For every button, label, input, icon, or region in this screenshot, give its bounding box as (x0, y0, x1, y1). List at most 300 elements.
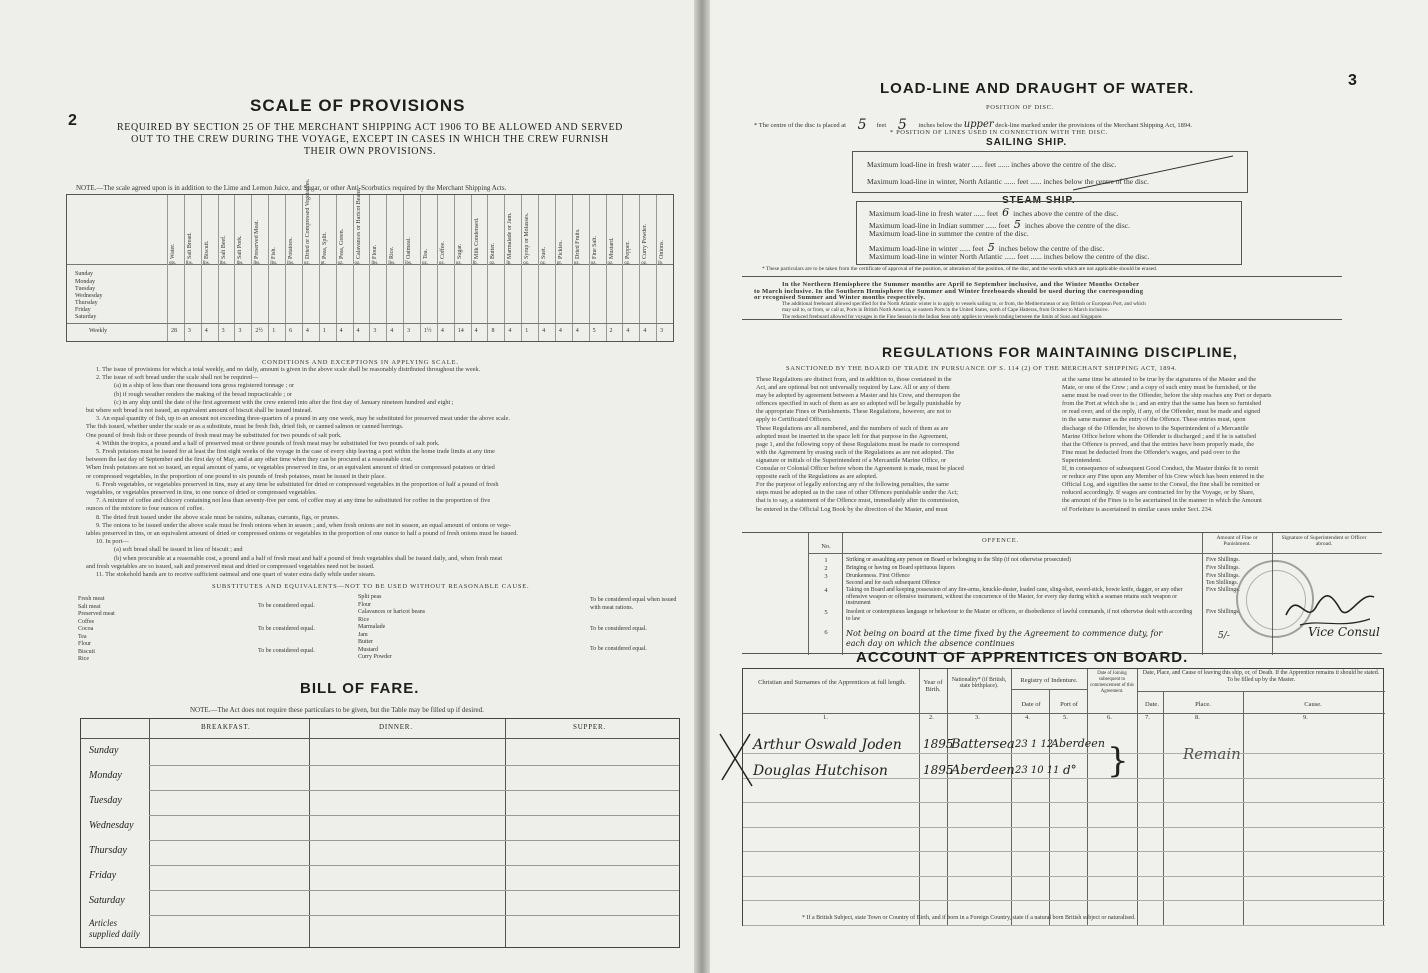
col-number: 7. (1145, 714, 1150, 721)
steam-hand-value: 5 (1013, 217, 1021, 231)
provisions-column-label: Oatmeal. (406, 237, 413, 259)
discipline-line: with the Agreement by erasing such of the Regulations as are not adopted. The (756, 448, 955, 456)
apprentice-2-reg-port: d° (1063, 763, 1077, 777)
bof-row-label: Friday (89, 870, 117, 881)
app-header-year: Year of Birth. (923, 679, 943, 693)
offence-no: 3 (824, 573, 828, 580)
bof-row-line (149, 815, 679, 816)
discipline-title: REGULATIONS FOR MAINTAINING DISCIPLINE, (882, 344, 1238, 360)
bof-row-label: Wednesday (89, 820, 134, 831)
page-number-right: 3 (1348, 72, 1357, 89)
provisions-unit: oz. (438, 261, 445, 266)
provisions-unit: oz. (455, 261, 462, 266)
col-number: 3. (975, 714, 980, 721)
provisions-column-label: Suet. (541, 246, 548, 259)
day-thursday: Thursday (75, 300, 98, 306)
apprentice-row-line (743, 827, 1385, 828)
offence-fine: Five Shillings. (1206, 587, 1240, 593)
app-header-name: Christian and Surnames of the Apprentices at full length. (758, 679, 906, 686)
bof-row-label: Sunday (89, 745, 119, 756)
apprentices-footnote: * If a British Subject, state Town or Country of Birth, and if born in a Foreign Country, state if a natural born British subject or naturalised. (802, 915, 1136, 921)
apprentice-row-line (743, 925, 1385, 926)
col-number: 5. (1063, 714, 1068, 721)
bill-of-fare-title: BILL OF FARE. (300, 680, 420, 697)
condition-line: (a) soft bread shall be issued in lieu of biscuit ; and (114, 546, 243, 554)
condition-line: The fish issued, whether under the scale or as a substitute, must be fresh fish, dried fish, or canned salmon or canned herrings. (86, 423, 404, 431)
discipline-line: Mate, or one of the Crew ; and a copy of such entry must be furnished, or the (1062, 384, 1257, 392)
provisions-weekly-value: 2 (609, 328, 613, 334)
app-header-lv-cause: Cause. (1304, 701, 1322, 708)
substitute-item: Flour (358, 601, 372, 608)
provisions-unit: lbs. (185, 261, 193, 266)
bill-of-fare-note: NOTE.—The Act does not require these particulars to be given, but the Table may be filled up if desired. (190, 706, 484, 714)
discipline-line: Marine Office before whom the Offender is discharged ; and if he is satisfied (1062, 432, 1256, 440)
provisions-column-divider (167, 195, 168, 341)
provisions-unit: oz. (523, 261, 530, 266)
substitute-item: Coffee (78, 618, 95, 625)
margin-cross-mark (716, 730, 756, 790)
apprentice-row-line (743, 876, 1385, 877)
steam-ship-box (856, 201, 1242, 265)
offence-no: 6 (824, 629, 828, 636)
offence-text: Taking on Board and keeping possession of any fire-arms, knuckle-duster, loaded cane, sling-shot, sword-stick, bowie knife, dagger, or any other offensive weapon or offensive instrument, without the concurrence of the Master, for every day during which a seaman retains such weapon or instrument (846, 587, 1183, 607)
provisions-unit: lbs. (388, 261, 396, 266)
bof-row-line (149, 865, 679, 866)
provisions-column-label: Tea. (423, 248, 429, 259)
provisions-unit: lb. (506, 261, 512, 266)
provisions-unit: lbs. (253, 261, 261, 266)
provisions-unit: oz. (641, 261, 648, 266)
provisions-unit: oz. (422, 261, 428, 266)
condition-line: When fresh potatoes are not so issued, an equal amount of yams, or vegetables preserved in tins, or an equivalent amount of dried or compressed potatoes or dried (86, 464, 495, 472)
provisions-weekly-value: 3 (238, 328, 242, 334)
hemisphere-box (742, 276, 1342, 320)
provisions-column-divider (471, 195, 472, 341)
offence-fine: Five Shillings. (1206, 565, 1240, 571)
offence-no: 1 (824, 557, 828, 564)
provisions-column-label: Dried Fruits. (574, 228, 581, 259)
offence-6-handwritten-2: each day on which the absence continues (846, 639, 1015, 648)
condition-line: and fresh vegetables are so issued, salt and preserved meat and dried or compressed vegetables need not be issued. (86, 562, 375, 570)
conditions-heading: CONDITIONS AND EXCEPTIONS IN APPLYING SCALE. (262, 359, 459, 366)
offence-6-fine: 5/- (1218, 631, 1230, 641)
provisions-unit: oz. (489, 261, 496, 266)
col-number: 8. (1195, 714, 1200, 721)
app-divider (1243, 691, 1244, 925)
provisions-column-label: Water. (170, 243, 176, 259)
provisions-column-label: Biscuit. (203, 240, 210, 259)
provisions-unit: lb. (658, 261, 664, 266)
day-wednesday: Wednesday (75, 293, 103, 299)
provisions-column-divider (403, 195, 404, 341)
provisions-column-divider (386, 195, 387, 341)
provisions-weekly-value: 3 (221, 328, 225, 334)
discipline-line: from the Port at which she is ; and an entry that the same has been so furnished (1062, 400, 1262, 408)
provisions-column-divider (504, 195, 505, 341)
provisions-column-label: Pepper. (625, 241, 632, 259)
bof-supper-header: SUPPER. (573, 723, 607, 731)
condition-line: or compressed vegetables, in the proportion of one pound to six pounds of fresh potatoes, must be issued in their place. (86, 472, 386, 480)
bof-row-line (149, 890, 679, 891)
provisions-column-label: Flour. (372, 244, 379, 259)
bof-row-line (149, 765, 679, 766)
provisions-column-label: Peas, Split. (321, 232, 328, 259)
provisions-unit: oz. (354, 261, 361, 266)
condition-line: but where soft bread is not issued, an equivalent amount of biscuit shall be issued instead. (86, 407, 313, 415)
disc-position-line: * The centre of the disc is placed at 5 feet 5 inches below the upper deck-line marked under the provisions of the Merchant Shipping Act, 1894. (754, 117, 1193, 133)
bof-row-line (149, 790, 679, 791)
provisions-weekly-value: 8 (491, 328, 495, 334)
substitute-item: Jam (358, 631, 368, 638)
steam-hand-value: 5 (987, 240, 995, 254)
condition-line: 1. The issue of provisions for which a total weekly, and no daily, amount is given in the above scale shall be reasonably distributed throughout the week. (96, 366, 481, 373)
provisions-column-label: Marmalade or Jam. (507, 212, 514, 259)
provisions-column-label: Syrup or Molasses. (524, 212, 531, 259)
substitute-item: Rice (358, 616, 369, 623)
provisions-weekly-value: 3 (187, 328, 191, 334)
off-divider (1202, 533, 1203, 655)
day-sunday: Sunday (75, 271, 93, 277)
provisions-unit: qts. (169, 261, 177, 266)
steam-line: Maximum load-line in winter ...... feet 5 inches below the centre of the disc. (869, 240, 1105, 254)
equal-label-3: To be considered equal. (258, 648, 315, 654)
substitute-item: Flour (78, 641, 92, 647)
provisions-column-divider (487, 195, 488, 341)
provisions-column-divider (589, 195, 590, 341)
bof-row-label: Saturday (89, 895, 125, 906)
apprentice-1-year: 1895 (923, 737, 954, 751)
offence-fine: Five Shillings. (1206, 573, 1240, 579)
substitute-item: Tea (78, 633, 87, 640)
bof-divider (505, 719, 506, 947)
apprentice-1-nationality: Battersea (951, 737, 1015, 752)
provisions-column-divider (251, 195, 252, 341)
sailing-ship-box (852, 151, 1248, 193)
substitute-item: Calavances or haricot beans (358, 609, 426, 615)
provisions-column-divider (234, 195, 235, 341)
day-monday: Monday (75, 279, 95, 285)
bof-breakfast-header: BREAKFAST. (201, 723, 251, 731)
provisions-column-divider (606, 195, 607, 341)
condition-line: vegetables, or vegetables preserved in tins, to one ounce of dried or compressed vegetables. (86, 489, 317, 497)
offence-fine: Ten Shillings. (1206, 580, 1239, 586)
col-number: 1. (823, 714, 828, 721)
condition-line: 5. Fresh potatoes must be issued for at least the first eight weeks of the voyage in the case of every ship leaving a port within the home trade limits at any time (96, 448, 495, 456)
equal-label-2: To be considered equal. (258, 626, 315, 632)
provisions-unit: oz. (303, 261, 310, 266)
discipline-line: opposite each of the Regulations as are adopted. (756, 473, 878, 481)
discipline-line: in the same manner as the entry of the Offence. These entries must, upon (1062, 416, 1246, 424)
off-header-line (808, 553, 1382, 554)
condition-line: (b) when procurable at a reasonable cost, a pound and a half of fresh meat and half a pound of fresh vegetables shall be issued daily, and, when fresh meat (114, 554, 503, 562)
discipline-line: of Forfeiture is ascertained in similar cases under Sect. 234. (1062, 505, 1213, 513)
provisions-unit: oz. (607, 261, 614, 266)
discipline-line: If, in consequence of subsequent Good Conduct, the Master thinks fit to remit (1062, 465, 1259, 473)
provisions-weekly-value: 4 (305, 328, 309, 334)
brace-mark: } (1107, 741, 1129, 781)
substitute-item: Curry Powder (358, 654, 392, 660)
provisions-column-divider (268, 195, 269, 341)
off-header-offence: OFFENCE. (982, 537, 1019, 544)
right-page (706, 0, 1428, 973)
provisions-column-divider (319, 195, 320, 341)
provisions-unit: oz. (573, 261, 580, 266)
substitute-item: Cocoa (78, 626, 94, 632)
book-spine (694, 0, 710, 973)
provisions-subtitle: REQUIRED BY SECTION 25 OF THE MERCHANT SHIPPING ACT 1906 TO BE ALLOWED AND SERVED OUT TO THE CREW DURING THE VOYAGE, EXCEPT IN CASES IN WHICH THE CREW FURNISH THEIR OWN PROVISIONS. (117, 122, 623, 157)
position-of-disc-heading: POSITION OF DISC. (986, 104, 1054, 111)
apprentice-2-year: 1895 (923, 763, 954, 777)
provisions-unit: pt. (556, 261, 563, 266)
provisions-column-label: Sugar. (456, 243, 463, 259)
off-header-signature: Signature of Superintendent or Officer abroad. (1281, 535, 1367, 547)
bof-row-line (149, 915, 679, 916)
provisions-column-label: Coffee. (439, 241, 446, 259)
condition-line: 6. Fresh vegetables, or vegetables preserved in tins, may at any time be substituted for dried or compressed vegetables in the proportion of half a pound of fresh (96, 480, 499, 488)
app-divider (1049, 689, 1050, 925)
bof-divider (149, 719, 150, 947)
provisions-weekly-value: 4 (542, 328, 546, 334)
apprentice-row-line (743, 753, 1385, 754)
condition-line: 8. The dried fruit issued under the above scale must be raisins, sultanas, currants, figs, or prunes. (96, 513, 340, 521)
provisions-unit: lbs. (371, 261, 379, 266)
bof-row-label: Tuesday (89, 795, 122, 806)
provisions-weekly-value: 3 (660, 328, 664, 334)
discipline-line: adopted must be inserted in the space left for that purpose in the Agreement, (756, 432, 948, 440)
bill-of-fare-table (80, 718, 680, 948)
provisions-column-label: Rice. (389, 246, 396, 259)
provisions-column-divider (555, 195, 556, 341)
discipline-left-column (756, 376, 1044, 514)
disc-handwritten-upper: upper (963, 119, 994, 130)
provisions-weekly-value: 1½ (424, 328, 432, 334)
apprentices-table (742, 668, 1384, 926)
col-number: 2. (929, 714, 934, 721)
apprentice-1-status: Remain (1183, 745, 1241, 763)
provisions-weekly-value: 1 (272, 328, 276, 334)
provisions-column-label: Salt Bread. (186, 232, 193, 259)
apprentice-row-line (743, 851, 1385, 852)
provisions-column-divider (302, 195, 303, 341)
steam-line: Maximum load-line in winter North Atlantic ...... feet ...... inches below the centre of the disc. (869, 252, 1150, 261)
substitutes-heading: SUBSTITUTES AND EQUIVALENTS—NOT TO BE USED WITHOUT REASONABLE CAUSE. (212, 583, 530, 590)
condition-line: 11. The stokehold hands are to receive sufficient oatmeal and one quart of water extra daily while under steam. (96, 571, 376, 579)
provisions-weekly-value: 4 (508, 328, 512, 334)
condition-line: (c) in any ship until the date of the first agreement with the crew entered into after the first day of January nineteen hundred and eight ; (114, 398, 454, 406)
bof-row-label: Articles supplied daily (89, 918, 140, 939)
provisions-weekly-value: 4 (558, 328, 562, 334)
discipline-line: signature or initials of the Superintendent of a Mercantile Marine Office, or (756, 456, 947, 464)
discipline-line: steps must be adopted as in the case of other Offences punishable under the Act; (756, 489, 959, 497)
discipline-line: reduced accordingly. If wages are contracted for by the Voyage, or by Share, (1062, 489, 1255, 497)
provisions-unit: oz. (590, 261, 597, 266)
page-number-left: 2 (68, 112, 77, 129)
substitutes-left-list (78, 596, 115, 664)
substitute-item: Split peas (358, 594, 382, 600)
consul-signature-text: Vice Consul (1308, 625, 1380, 639)
discipline-line: at the same time be attested to be true by the signatures of the Master and the (1062, 376, 1257, 383)
discipline-line: may be adopted by agreement between a Master and his Crew, and thereupon the (756, 392, 961, 400)
provisions-unit: lbs. (287, 261, 295, 266)
offence-text: Bringing or having on Board spirituous liquors (846, 565, 955, 571)
provisions-column-divider (336, 195, 337, 341)
provisions-column-label: Pickles. (557, 240, 564, 259)
hemisphere-line: may sail to, or from, or call at, Ports in British North America, or eastern Ports in the United States, north of Cape Hatteras, from October to March inclusive. (782, 307, 1109, 314)
app-header-leaving: Date, Place, and Cause of leaving this ship, or, of Death. If the Apprentice remains it should be stated. To be filled up by the Master. (1142, 670, 1380, 683)
apprentice-1-reg-port: Aberdeen (1051, 737, 1105, 750)
discipline-right-column (1062, 376, 1350, 514)
provisions-column-label: Dried or Compressed Vegetables. (304, 178, 311, 259)
steam-ship-heading: STEAM SHIP. (1002, 195, 1076, 206)
substitute-item: Mustard (358, 646, 378, 653)
provisions-weekly-value: 4 (339, 328, 343, 334)
provisions-weekly-value: 3 (373, 328, 377, 334)
condition-line: 4. Within the tropics, a pound and a half of preserved meat or three pounds of fresh meat may be substituted for two pounds of salt pork. (96, 439, 440, 447)
provisions-column-label: Fish. (271, 247, 278, 259)
col-number: 4. (1025, 714, 1030, 721)
discipline-subtitle: SANCTIONED BY THE BOARD OF TRADE IN PURSUANCE OF S. 114 (2) OF THE MERCHANT SHIPPING ACT, 1894. (786, 365, 1178, 372)
sailing-line-1: Maximum load-line in fresh water ...... feet ...... inches above the centre of the disc. (867, 160, 1117, 169)
provisions-note: NOTE.—The scale agreed upon is in addition to the Lime and Lemon Juice, and Sugar, or other Anti-Scorbutics required by the Merchant Shipping Acts. (76, 184, 507, 192)
condition-line: between the last day of September and the first day of May, and at any other time when they can be procured at a reasonable cost. (86, 456, 413, 464)
provisions-column-divider (454, 195, 455, 341)
offence-text: Second and for each subsequent Offence (846, 580, 941, 586)
condition-line: tables preserved in tins, or an equivalent amount of dried or compressed onions or vegetables in the proportion of one ounce to half a pound of fresh onions must be issued. (86, 530, 518, 538)
provisions-column-divider (639, 195, 640, 341)
bof-row-line (149, 840, 679, 841)
bof-divider (309, 719, 310, 947)
discipline-line: Official Log, and signifies the same to the Consul, the fine shall be remitted or (1062, 481, 1260, 489)
disc-inches-value: 5 (897, 117, 907, 133)
provisions-weekly-value: 2½ (255, 328, 263, 334)
app-header-reg-date: Date of (1021, 701, 1041, 708)
apprentice-row-line (743, 900, 1385, 901)
day-tuesday: Tuesday (75, 286, 96, 292)
col-number: 6. (1107, 714, 1112, 721)
provisions-column-label: Potatoes. (288, 237, 295, 259)
substitute-item: Butter (358, 639, 373, 645)
equal-right-1: To be considered equal when issued with meat rations. (590, 597, 677, 611)
app-header-joining: Date of Joining subsequent to commencement of this Agreement. (1090, 671, 1134, 694)
provisions-title: SCALE OF PROVISIONS (250, 96, 466, 115)
provisions-weekly-value: 4 (390, 328, 394, 334)
equal-right-2: To be considered equal. (590, 626, 647, 632)
discipline-line: that the Offence is proved, and that the entries have been properly made, the (1062, 440, 1255, 448)
hemisphere-line: In the Northern Hemisphere the Summer months are April to September inclusive, and the Winter Months October (782, 281, 1140, 288)
apprentice-1-name: Arthur Oswald Joden (753, 737, 902, 753)
provisions-column-divider (218, 195, 219, 341)
app-header-registry: Registry of Indenture. (1020, 677, 1078, 684)
condition-line: ounces of the mixture to four ounces of coffee. (86, 505, 204, 513)
discipline-line: apply to Certificated Officers. (756, 416, 832, 424)
condition-line: (b) if rough weather renders the making of the bread impracticable ; or (114, 390, 292, 398)
provisions-column-divider (572, 195, 573, 341)
left-page (0, 0, 706, 973)
sailing-ship-heading: SAILING SHIP. (986, 137, 1068, 148)
hemisphere-line: The reduced freeboard allowed for voyages in the Fine Season in the Indian Seas only applies to vessels trading between the limits of Suez and Singapore. (782, 314, 1103, 320)
provisions-column-divider (201, 195, 202, 341)
offence-6-handwritten: Not being on board at the time fixed by the Agreement to commence duty, for (846, 629, 1163, 638)
discipline-line: These Regulations are all numbered, and the numbers of such of them as are (756, 424, 949, 432)
provisions-column-divider (420, 195, 421, 341)
provisions-column-label: Salt Pork. (237, 235, 244, 259)
provisions-column-divider (353, 195, 354, 341)
provisions-unit: lbs. (236, 261, 244, 266)
provisions-column-divider (622, 195, 623, 341)
provisions-column-label: Salt Beef. (220, 235, 227, 259)
weekly-label: Weekly (89, 328, 108, 334)
provisions-column-label: Butter. (490, 242, 497, 259)
substitute-item: Fresh meat (78, 596, 105, 602)
discipline-line: Fine must be deducted from the Offender's wages, and paid over to the (1062, 448, 1241, 456)
provisions-unit: oz. (337, 261, 344, 266)
sailing-line-2: Maximum load-line in winter, North Atlantic ...... feet ...... inches below the centre of the disc. (867, 177, 1149, 186)
bof-row-label: Monday (89, 770, 122, 781)
provisions-weekly-value: 4 (643, 328, 647, 334)
provisions-weekly-value: 5 (592, 328, 596, 334)
substitute-item: Rice (78, 656, 89, 662)
provisions-weekly-value: 3 (407, 328, 411, 334)
provisions-column-label: Fine Salt. (591, 235, 598, 259)
app-header-reg-port: Port of (1060, 701, 1078, 708)
equal-label-1: To be considered equal. (258, 603, 315, 609)
provisions-weekly-value: 4 (575, 328, 579, 334)
discipline-line: same must be read over to the Offender, before the ship reaches any Port or departs (1062, 392, 1272, 400)
offence-fine: Five Shillings. (1206, 609, 1240, 615)
offence-text: Insolent or contemptuous language or behaviour to the Master or officers, or disobedience of lawful commands, if not otherwise dealt with according to law (846, 609, 1193, 622)
app-header-lv-date: Date. (1145, 701, 1159, 708)
app-subheader-line (1011, 689, 1087, 690)
steam-hand-value: 6 (1002, 206, 1010, 219)
provisions-unit: lbs. (219, 261, 227, 266)
discipline-line: the appropriate Fines or Punishments. These Regulations, however, are not to (756, 408, 951, 416)
apprentices-title: ACCOUNT OF APPRENTICES ON BOARD. (856, 649, 1189, 666)
provisions-weekly-value: 1 (525, 328, 529, 334)
app-divider (947, 669, 948, 925)
discipline-line: Superintendent. (1062, 456, 1102, 464)
discipline-line: These Regulations are distinct from, and in addition to, those contained in the (756, 376, 952, 383)
discipline-line: be entered in the Official Log Book by the direction of the Master, and must (756, 505, 948, 513)
provisions-weekly-value: 4 (626, 328, 630, 334)
provisions-column-label: Onions. (659, 240, 666, 259)
app-divider (919, 669, 920, 925)
provisions-unit: lbs. (270, 261, 278, 266)
consulate-stamp (1236, 560, 1314, 638)
provisions-unit: oz. (624, 261, 631, 266)
discipline-line: or read over, and of the reply, if any, of the Offender, must be made and signed (1062, 408, 1261, 416)
steam-line: Maximum load-line in Indian summer ...... feet 5 inches above the centre of the disc. (869, 217, 1130, 231)
apprentice-2-nationality: Aberdeen (951, 763, 1015, 778)
app-subheader-line (1137, 691, 1385, 692)
off-divider (808, 533, 809, 655)
offence-no: 4 (824, 587, 828, 594)
provisions-column-label: Milk Condensed. (473, 217, 480, 259)
hemisphere-line: or recognised Summer and Winter months respectively. (754, 294, 926, 302)
substitute-item: Salt meat (78, 603, 101, 610)
provisions-column-divider (656, 195, 657, 341)
substitutes-mid-list (358, 594, 425, 662)
provisions-column-label: Calavances or Haricot Beans. (355, 188, 362, 259)
provisions-column-divider (521, 195, 522, 341)
provisions-column-divider (538, 195, 539, 341)
condition-line: (a) in a ship of less than one thousand tons gross registered tonnage ; or (114, 382, 295, 390)
condition-line: 2. The issue of soft bread under the scale shall not be required— (96, 374, 259, 382)
condition-line: 9. The onions to be issued under the above scale must be fresh onions when in season ; and, when fresh onions are not in season, an equal amount of onions or vege- (96, 521, 511, 529)
off-header-fine: Amount of Fine or Punishment. (1216, 535, 1258, 547)
off-divider (842, 533, 843, 655)
condition-line: 10. In port— (96, 538, 129, 546)
provisions-column-label: Peas, Green. (338, 228, 345, 259)
